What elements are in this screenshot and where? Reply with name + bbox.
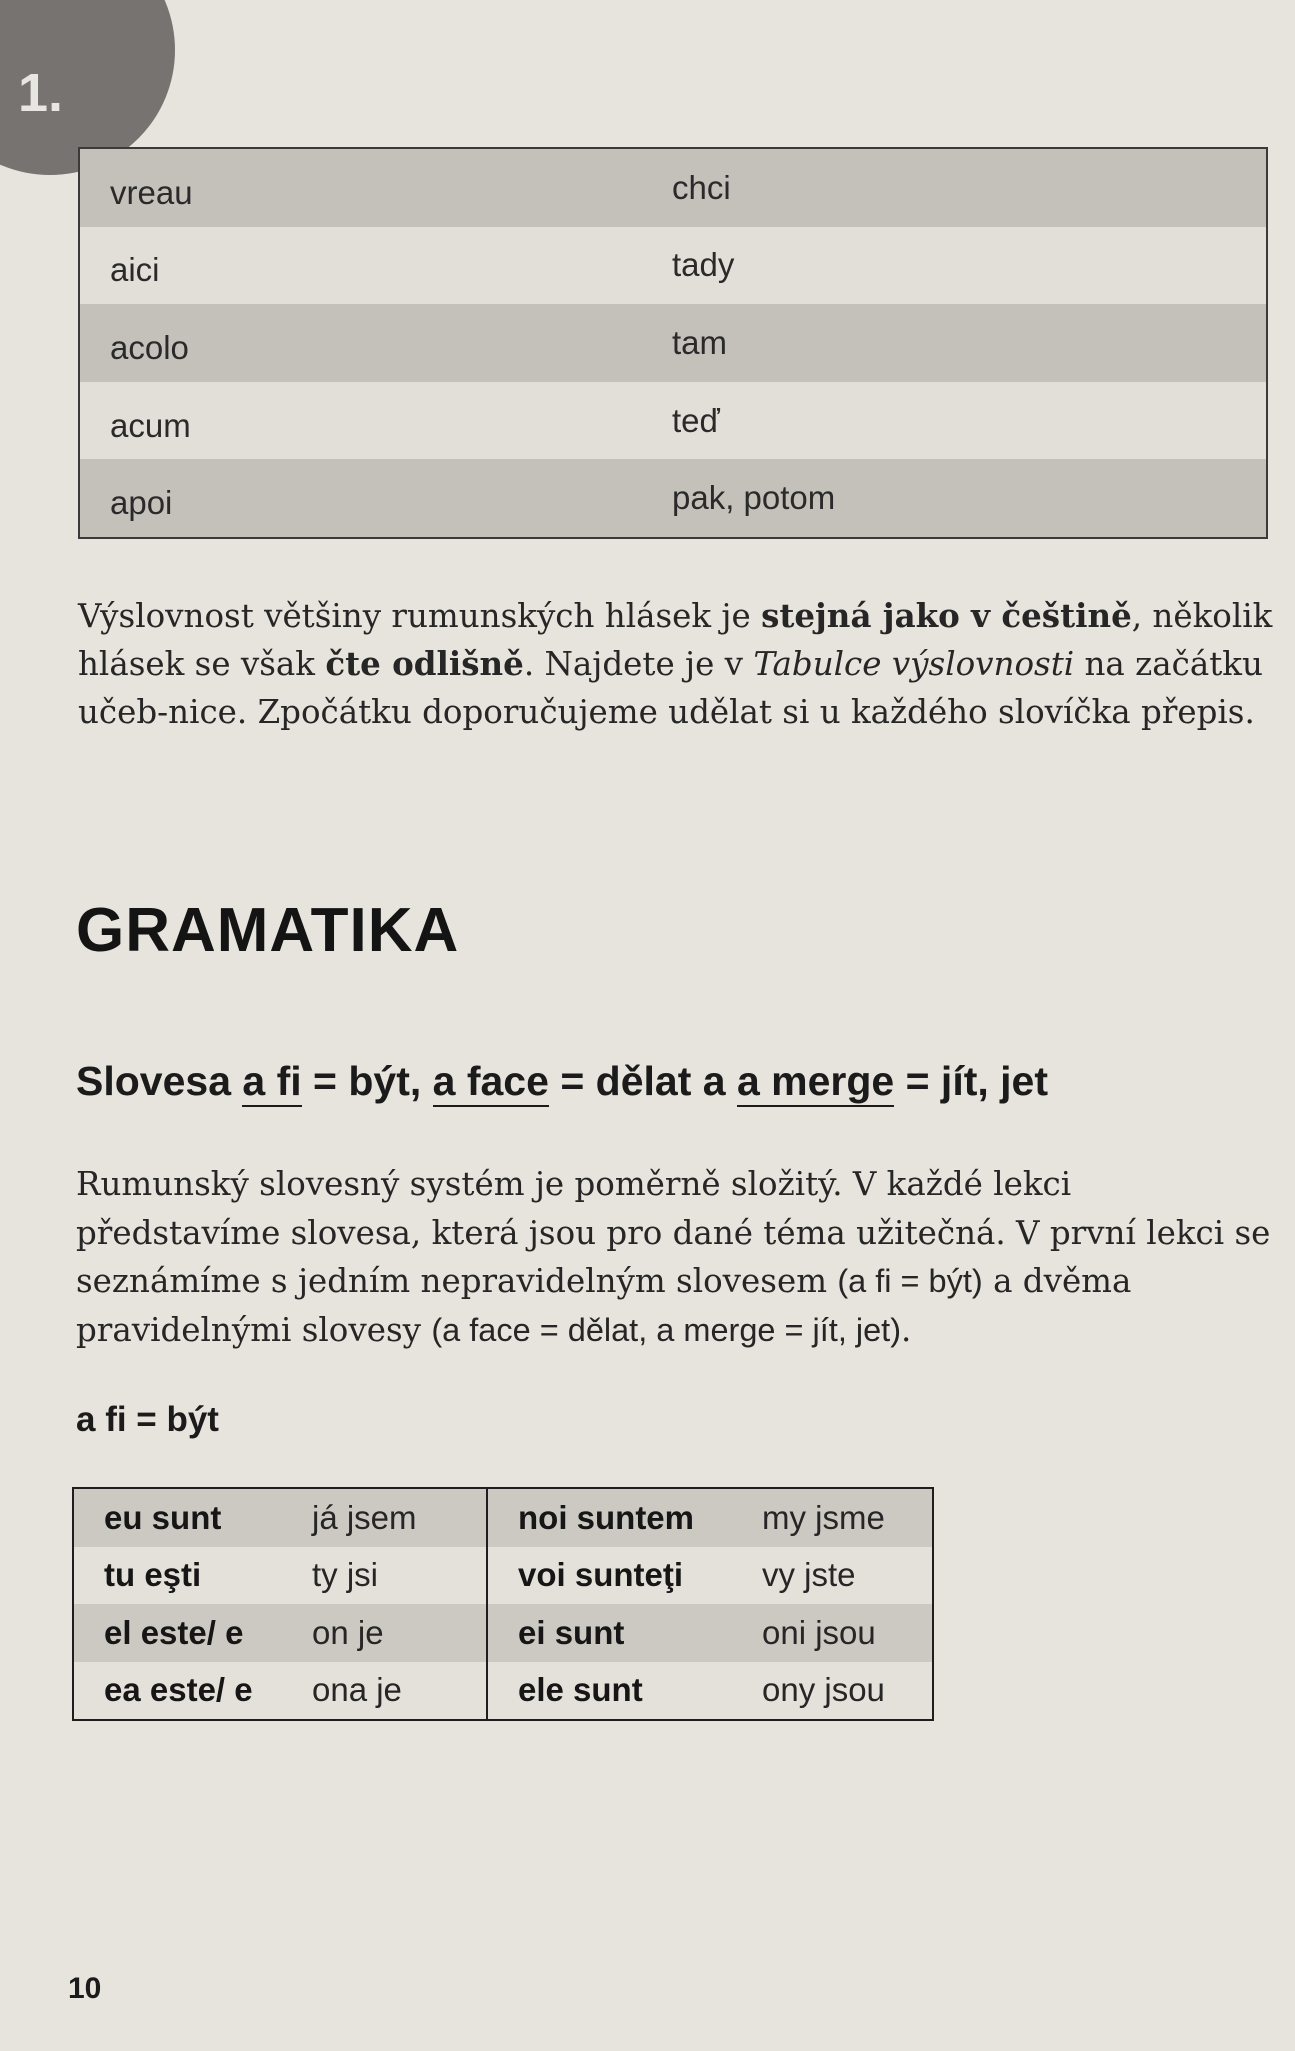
- conj-czech: my jsme: [762, 1498, 885, 1536]
- plural-column: [488, 1489, 932, 1719]
- conj-czech: vy jste: [762, 1556, 856, 1594]
- pronunciation-paragraph: Výslovnost většiny rumunských hlásek je stejná jako v češtině, několik hlásek se však čte odlišně. Najdete je v Tabulce výslovnosti na začátku učeb-nice. Zpočátku doporučujeme udělat si u každého slovíčka přepis.: [78, 596, 1273, 731]
- table-row: [80, 149, 1266, 227]
- conj-czech: ona je: [312, 1671, 402, 1709]
- section-heading: GRAMATIKA: [76, 896, 460, 965]
- conjugation-table: [72, 1487, 934, 1721]
- grammar-paragraph: Rumunský slovesný systém je poměrně složitý. V každé lekci představíme slovesa, která jsou pro dané téma užitečná. V první lekci se seznámíme s jedním nepravidelným slovesem (a fi = být) a dvěma pravidelnými slovesy (a face = dělat, a merge = jít, jet).: [76, 1165, 1271, 1349]
- singular-column: [74, 1489, 488, 1719]
- conj-romanian: ea este/ e: [104, 1671, 253, 1709]
- conj-romanian: eu sunt: [104, 1498, 222, 1536]
- conj-romanian: noi suntem: [518, 1498, 695, 1536]
- conj-romanian: ele sunt: [518, 1671, 643, 1709]
- page-number: 10: [68, 1972, 102, 2005]
- table-row: [488, 1489, 932, 1547]
- table-row: [80, 459, 1266, 537]
- underlined-verb: a fi: [242, 1058, 301, 1107]
- vocab-czech: pak, potom: [672, 479, 836, 517]
- conj-czech: ty jsi: [312, 1556, 378, 1594]
- table-row: [74, 1662, 486, 1720]
- vocab-czech: tam: [672, 323, 728, 361]
- lesson-number: 1.: [18, 63, 64, 123]
- vocab-czech: tady: [672, 246, 735, 284]
- conj-czech: oni jsou: [762, 1613, 876, 1651]
- table-row: [488, 1547, 932, 1605]
- table-row: [74, 1604, 486, 1662]
- conj-czech: ony jsou: [762, 1671, 885, 1709]
- table-row: [488, 1662, 932, 1720]
- emphasis: stejná jako v češtině: [761, 596, 1132, 635]
- italic-reference: Tabulce výslovnosti: [753, 645, 1075, 683]
- table-row: [80, 382, 1266, 460]
- table-row: [80, 227, 1266, 305]
- conj-czech: on je: [312, 1613, 384, 1651]
- subsection-heading: Slovesa a fi = být, a face = dělat a a merge = jít, jet: [76, 1058, 1048, 1105]
- table-row: [80, 304, 1266, 382]
- conj-romanian: el este/ e: [104, 1613, 244, 1651]
- vocab-romanian: apoi: [110, 484, 173, 522]
- vocab-romanian: acum: [110, 406, 191, 444]
- table-row: [488, 1604, 932, 1662]
- table-row: [74, 1489, 486, 1547]
- conj-romanian: ei sunt: [518, 1613, 625, 1651]
- vocabulary-table: [78, 147, 1268, 539]
- vocab-romanian: aici: [110, 251, 160, 289]
- vocab-romanian: acolo: [110, 328, 189, 366]
- emphasis: čte odlišně: [325, 644, 524, 683]
- vocab-czech: chci: [672, 168, 731, 206]
- underlined-verb: a merge: [737, 1058, 894, 1107]
- table-row: [74, 1547, 486, 1605]
- conj-romanian: tu eşti: [104, 1556, 202, 1594]
- conj-czech: já jsem: [312, 1498, 417, 1536]
- conj-romanian: voi sunteţi: [518, 1556, 684, 1594]
- underlined-verb: a face: [433, 1058, 549, 1107]
- vocab-romanian: vreau: [110, 173, 193, 211]
- vocab-czech: teď: [672, 401, 720, 439]
- verb-label: a fi = být: [76, 1400, 219, 1439]
